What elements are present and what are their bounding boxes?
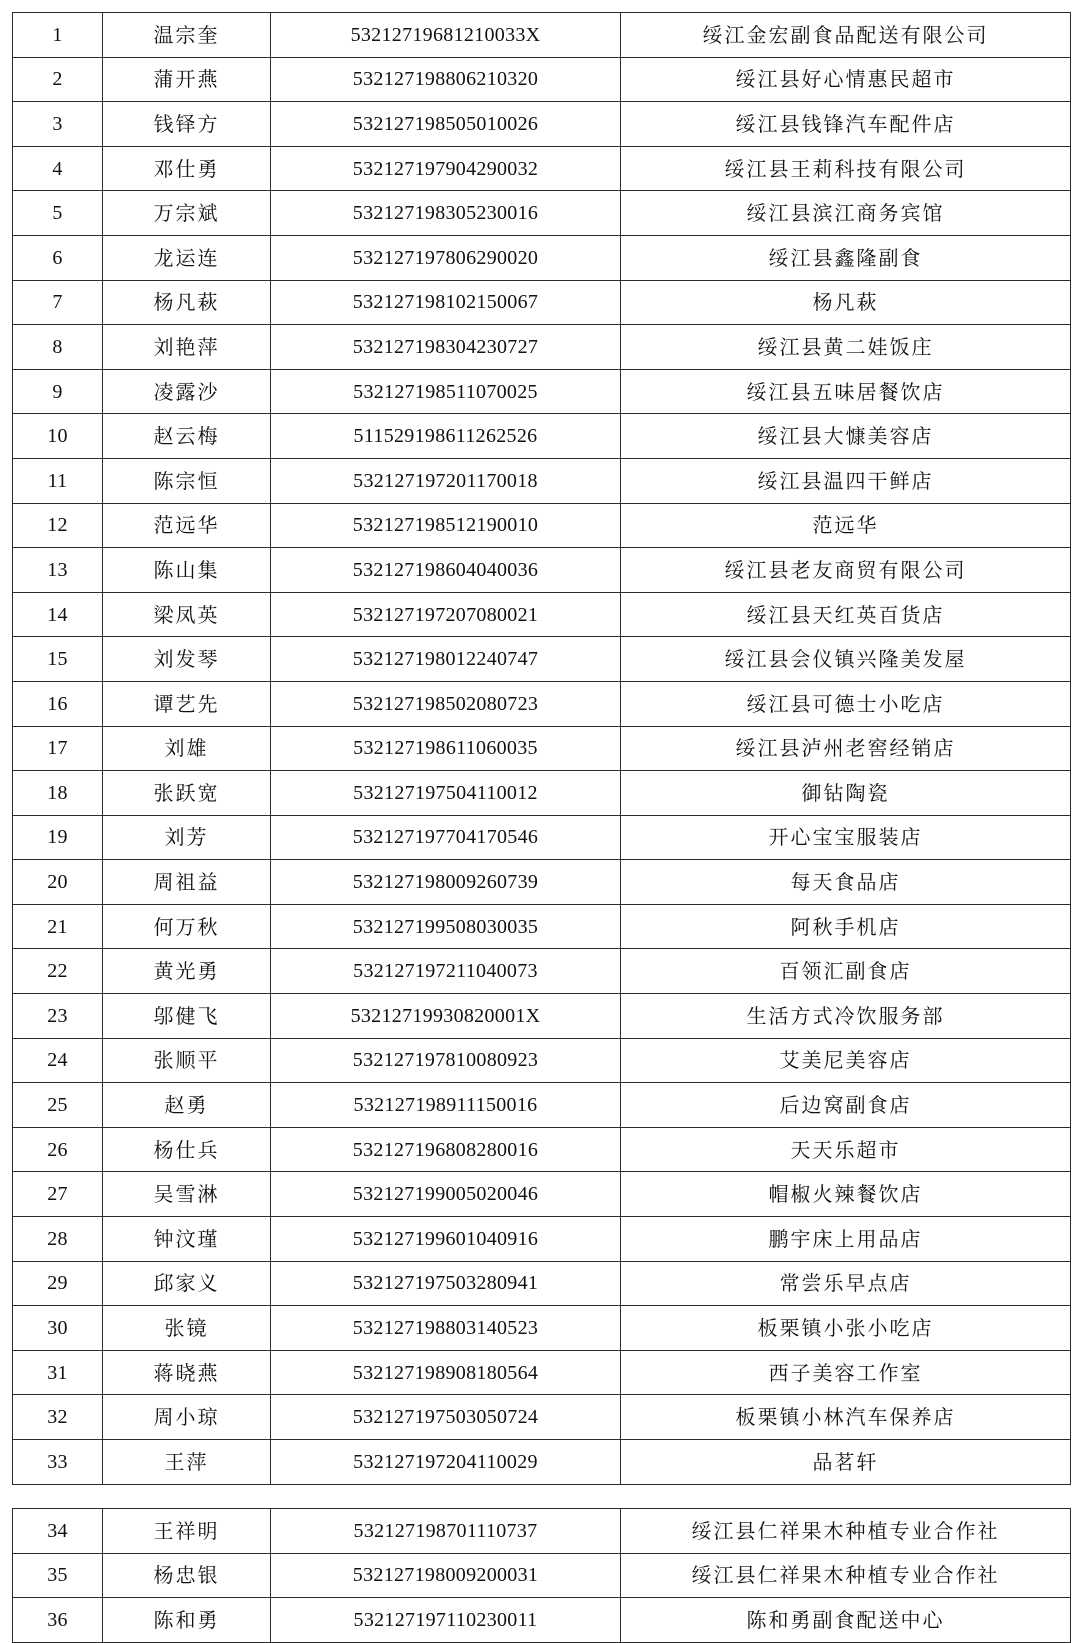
id-number: 532127198604040036 xyxy=(271,548,621,593)
business-name: 阿秋手机店 xyxy=(621,904,1071,949)
person-name: 钱铎方 xyxy=(103,102,271,147)
table-row xyxy=(13,771,1071,816)
person-name: 龙运连 xyxy=(103,235,271,280)
id-number: 532127198511070025 xyxy=(271,369,621,414)
row-number: 25 xyxy=(13,1083,103,1128)
business-name: 鹏宇床上用品店 xyxy=(621,1217,1071,1262)
id-number: 532127196808280016 xyxy=(271,1127,621,1172)
table-row xyxy=(13,57,1071,102)
business-name: 开心宝宝服装店 xyxy=(621,815,1071,860)
id-number: 532127198102150067 xyxy=(271,280,621,325)
id-number: 532127198512190010 xyxy=(271,503,621,548)
row-number: 16 xyxy=(13,681,103,726)
business-name: 绥江县老友商贸有限公司 xyxy=(621,548,1071,593)
person-name: 赵勇 xyxy=(103,1083,271,1128)
business-name: 绥江县泸州老窖经销店 xyxy=(621,726,1071,771)
id-number: 532127198806210320 xyxy=(271,57,621,102)
person-name: 黄光勇 xyxy=(103,949,271,994)
table-row xyxy=(13,235,1071,280)
row-number: 33 xyxy=(13,1440,103,1485)
id-number: 532127198908180564 xyxy=(271,1350,621,1395)
person-name: 钟汶瑾 xyxy=(103,1217,271,1262)
table-row xyxy=(13,102,1071,147)
business-name: 生活方式冷饮服务部 xyxy=(621,994,1071,1039)
row-number: 26 xyxy=(13,1127,103,1172)
business-name: 天天乐超市 xyxy=(621,1127,1071,1172)
row-number: 35 xyxy=(13,1553,103,1598)
id-number: 532127198009200031 xyxy=(271,1553,621,1598)
business-name: 帽椒火辣餐饮店 xyxy=(621,1172,1071,1217)
row-number: 32 xyxy=(13,1395,103,1440)
person-name: 陈山集 xyxy=(103,548,271,593)
person-name: 邱家义 xyxy=(103,1261,271,1306)
business-name: 绥江县好心情惠民超市 xyxy=(621,57,1071,102)
table-row xyxy=(13,592,1071,637)
id-number: 532127198701110737 xyxy=(271,1509,621,1554)
id-number: 532127197704170546 xyxy=(271,815,621,860)
business-name: 品茗轩 xyxy=(621,1440,1071,1485)
id-number: 532127197503050724 xyxy=(271,1395,621,1440)
table-row xyxy=(13,13,1071,58)
person-name: 邓仕勇 xyxy=(103,146,271,191)
row-number: 34 xyxy=(13,1509,103,1554)
business-name: 绥江县天红英百货店 xyxy=(621,592,1071,637)
row-number: 21 xyxy=(13,904,103,949)
id-number: 532127198304230727 xyxy=(271,325,621,370)
id-number: 532127199005020046 xyxy=(271,1172,621,1217)
id-number: 532127199508030035 xyxy=(271,904,621,949)
roster-table-body xyxy=(13,1509,1071,1643)
table-row xyxy=(13,280,1071,325)
table-row xyxy=(13,548,1071,593)
row-number: 5 xyxy=(13,191,103,236)
row-number: 6 xyxy=(13,235,103,280)
table-row xyxy=(13,1038,1071,1083)
person-name: 杨仕兵 xyxy=(103,1127,271,1172)
id-number: 532127197110230011 xyxy=(271,1598,621,1643)
person-name: 刘艳萍 xyxy=(103,325,271,370)
table-row xyxy=(13,1509,1071,1554)
table-row xyxy=(13,1440,1071,1485)
person-name: 张跃宽 xyxy=(103,771,271,816)
table-row xyxy=(13,369,1071,414)
id-number: 532127198009260739 xyxy=(271,860,621,905)
table-row xyxy=(13,949,1071,994)
table-row xyxy=(13,815,1071,860)
person-name: 陈宗恒 xyxy=(103,458,271,503)
business-name: 板栗镇小林汽车保养店 xyxy=(621,1395,1071,1440)
table-row xyxy=(13,1083,1071,1128)
business-name: 御钻陶瓷 xyxy=(621,771,1071,816)
person-name: 赵云梅 xyxy=(103,414,271,459)
table-row xyxy=(13,503,1071,548)
table-row xyxy=(13,1172,1071,1217)
row-number: 11 xyxy=(13,458,103,503)
business-name: 绥江县滨江商务宾馆 xyxy=(621,191,1071,236)
business-name: 绥江县可德士小吃店 xyxy=(621,681,1071,726)
business-name: 杨凡萩 xyxy=(621,280,1071,325)
id-number: 532127197504110012 xyxy=(271,771,621,816)
person-name: 蒲开燕 xyxy=(103,57,271,102)
row-number: 19 xyxy=(13,815,103,860)
business-name: 绥江县仁祥果木种植专业合作社 xyxy=(621,1509,1071,1554)
row-number: 29 xyxy=(13,1261,103,1306)
id-number: 532127199601040916 xyxy=(271,1217,621,1262)
business-name: 百领汇副食店 xyxy=(621,949,1071,994)
id-number: 532127197503280941 xyxy=(271,1261,621,1306)
row-number: 31 xyxy=(13,1350,103,1395)
row-number: 20 xyxy=(13,860,103,905)
person-name: 谭艺先 xyxy=(103,681,271,726)
id-number: 532127198911150016 xyxy=(271,1083,621,1128)
id-number: 532127197211040073 xyxy=(271,949,621,994)
table-row xyxy=(13,1217,1071,1262)
table-row xyxy=(13,904,1071,949)
business-name: 绥江县鑫隆副食 xyxy=(621,235,1071,280)
id-number: 532127198803140523 xyxy=(271,1306,621,1351)
business-name: 板栗镇小张小吃店 xyxy=(621,1306,1071,1351)
business-name: 绥江县大慷美容店 xyxy=(621,414,1071,459)
row-number: 18 xyxy=(13,771,103,816)
row-number: 30 xyxy=(13,1306,103,1351)
row-number: 2 xyxy=(13,57,103,102)
id-number: 532127198505010026 xyxy=(271,102,621,147)
id-number: 532127197806290020 xyxy=(271,235,621,280)
row-number: 22 xyxy=(13,949,103,994)
table-row xyxy=(13,860,1071,905)
id-number: 53212719930820001X xyxy=(271,994,621,1039)
id-number: 532127197201170018 xyxy=(271,458,621,503)
row-number: 27 xyxy=(13,1172,103,1217)
business-name: 绥江县钱锋汽车配件店 xyxy=(621,102,1071,147)
id-number: 532127197204110029 xyxy=(271,1440,621,1485)
row-number: 28 xyxy=(13,1217,103,1262)
row-number: 12 xyxy=(13,503,103,548)
table-row xyxy=(13,1261,1071,1306)
business-name: 陈和勇副食配送中心 xyxy=(621,1598,1071,1643)
row-number: 24 xyxy=(13,1038,103,1083)
person-name: 凌露沙 xyxy=(103,369,271,414)
row-number: 10 xyxy=(13,414,103,459)
person-name: 何万秋 xyxy=(103,904,271,949)
table-row xyxy=(13,1395,1071,1440)
roster-table-body xyxy=(13,13,1071,1485)
person-name: 周祖益 xyxy=(103,860,271,905)
table-row xyxy=(13,146,1071,191)
id-number: 511529198611262526 xyxy=(271,414,621,459)
table-row xyxy=(13,681,1071,726)
person-name: 杨忠银 xyxy=(103,1553,271,1598)
id-number: 532127198502080723 xyxy=(271,681,621,726)
table-row xyxy=(13,726,1071,771)
row-number: 4 xyxy=(13,146,103,191)
row-number: 14 xyxy=(13,592,103,637)
row-number: 1 xyxy=(13,13,103,58)
table-row xyxy=(13,325,1071,370)
id-number: 532127198305230016 xyxy=(271,191,621,236)
id-number: 532127197207080021 xyxy=(271,592,621,637)
person-name: 张镜 xyxy=(103,1306,271,1351)
business-name: 绥江县会仪镇兴隆美发屋 xyxy=(621,637,1071,682)
business-name: 绥江县仁祥果木种植专业合作社 xyxy=(621,1553,1071,1598)
business-name: 范远华 xyxy=(621,503,1071,548)
business-name: 绥江县黄二娃饭庄 xyxy=(621,325,1071,370)
person-name: 刘雄 xyxy=(103,726,271,771)
business-name: 绥江县五味居餐饮店 xyxy=(621,369,1071,414)
roster-table-continued xyxy=(12,1508,1071,1643)
row-number: 9 xyxy=(13,369,103,414)
business-name: 绥江县王莉科技有限公司 xyxy=(621,146,1071,191)
person-name: 王萍 xyxy=(103,1440,271,1485)
business-name: 每天食品店 xyxy=(621,860,1071,905)
person-name: 邬健飞 xyxy=(103,994,271,1039)
person-name: 蒋晓燕 xyxy=(103,1350,271,1395)
table-row xyxy=(13,458,1071,503)
person-name: 王祥明 xyxy=(103,1509,271,1554)
row-number: 23 xyxy=(13,994,103,1039)
id-number: 53212719681210033X xyxy=(271,13,621,58)
row-number: 8 xyxy=(13,325,103,370)
table-row xyxy=(13,191,1071,236)
row-number: 13 xyxy=(13,548,103,593)
person-name: 刘芳 xyxy=(103,815,271,860)
table-row xyxy=(13,1553,1071,1598)
roster-table-main xyxy=(12,12,1071,1485)
table-row xyxy=(13,1127,1071,1172)
id-number: 532127198611060035 xyxy=(271,726,621,771)
row-number: 7 xyxy=(13,280,103,325)
business-name: 绥江县温四干鲜店 xyxy=(621,458,1071,503)
row-number: 36 xyxy=(13,1598,103,1643)
person-name: 刘发琴 xyxy=(103,637,271,682)
id-number: 532127197904290032 xyxy=(271,146,621,191)
table-row xyxy=(13,414,1071,459)
person-name: 陈和勇 xyxy=(103,1598,271,1643)
table-row xyxy=(13,994,1071,1039)
row-number: 15 xyxy=(13,637,103,682)
person-name: 杨凡萩 xyxy=(103,280,271,325)
person-name: 万宗斌 xyxy=(103,191,271,236)
person-name: 张顺平 xyxy=(103,1038,271,1083)
business-name: 艾美尼美容店 xyxy=(621,1038,1071,1083)
business-name: 常尝乐早点店 xyxy=(621,1261,1071,1306)
business-name: 绥江金宏副食品配送有限公司 xyxy=(621,13,1071,58)
row-number: 3 xyxy=(13,102,103,147)
table-row xyxy=(13,1598,1071,1643)
table-row xyxy=(13,1306,1071,1351)
person-name: 周小琼 xyxy=(103,1395,271,1440)
person-name: 范远华 xyxy=(103,503,271,548)
person-name: 吴雪淋 xyxy=(103,1172,271,1217)
table-row xyxy=(13,1350,1071,1395)
table-row xyxy=(13,637,1071,682)
business-name: 西子美容工作室 xyxy=(621,1350,1071,1395)
row-number: 17 xyxy=(13,726,103,771)
person-name: 梁凤英 xyxy=(103,592,271,637)
id-number: 532127198012240747 xyxy=(271,637,621,682)
person-name: 温宗奎 xyxy=(103,13,271,58)
business-name: 后边窝副食店 xyxy=(621,1083,1071,1128)
id-number: 532127197810080923 xyxy=(271,1038,621,1083)
